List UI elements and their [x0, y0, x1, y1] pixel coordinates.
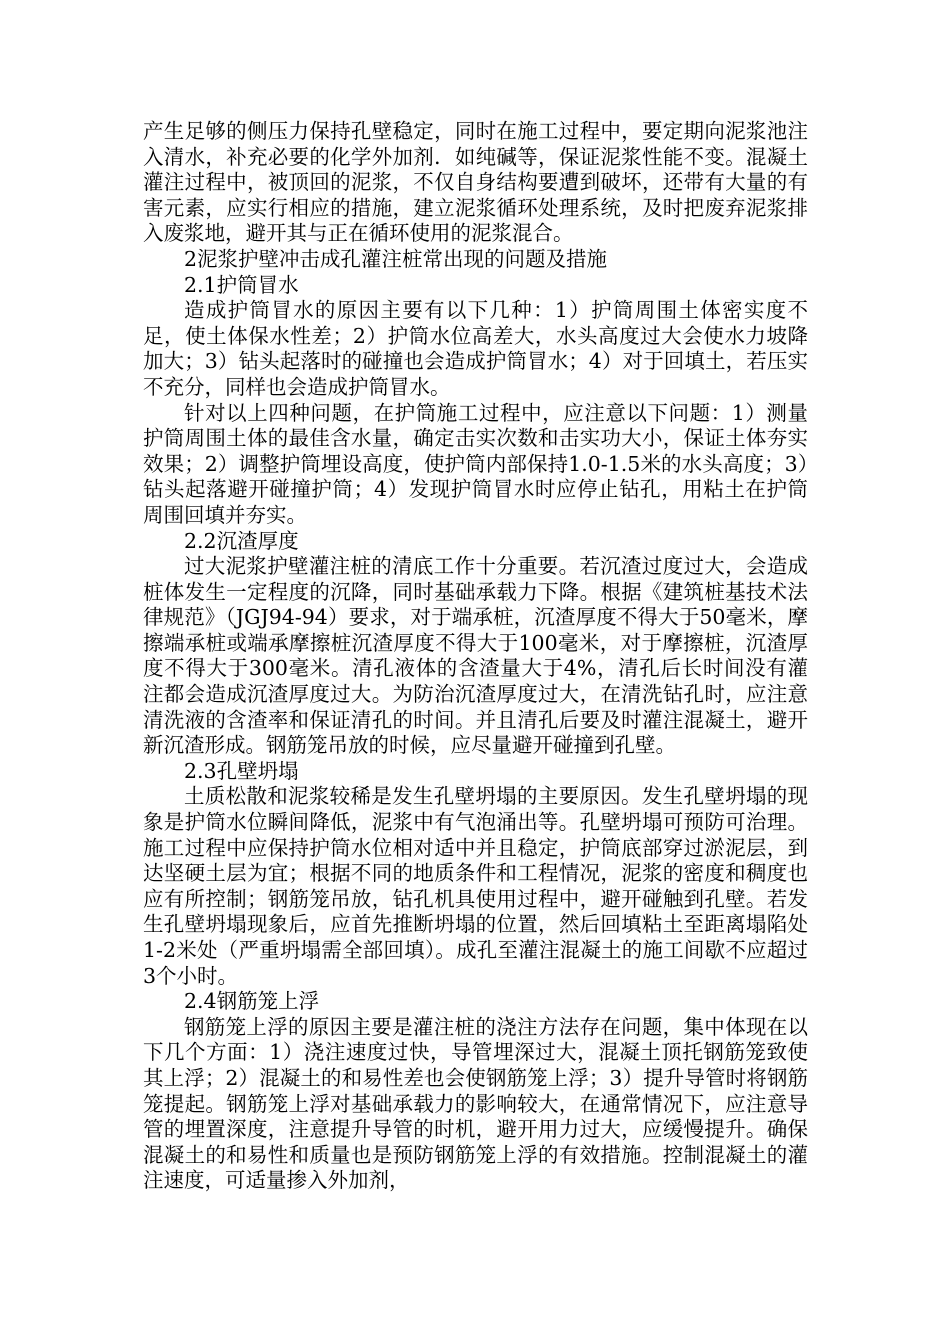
section-heading-2: 2泥浆护壁冲击成孔灌注桩常出现的问题及措施	[184, 246, 608, 271]
section-heading-2-1: 2.1护筒冒水	[184, 272, 299, 297]
paragraph-wall-collapse: 土质松散和泥浆较稀是发生孔壁坍塌的主要原因。发生孔壁坍塌的现象是护筒水位瞬间降低，泥浆中有气泡涌出等。孔壁坍塌可预防可治理。施工过程中应保持护筒水位相对适中并且稳定，护筒底部穿过淤泥层，到达坚硬土层为宜；根据不同的地质条件和工程情况，泥浆的密度和稠度也应有所控制；钢筋笼吊放，钻孔机具使用过程中，避开碰触到孔壁。若发生孔壁坍塌现象后，应首先推断坍塌的位置，然后回填粘土至距离塌陷处1-2米处（严重坍塌需全部回填）。成孔至灌注混凝土的施工间歇不应超过3个小时。	[143, 784, 808, 988]
section-heading-2-4: 2.4钢筋笼上浮	[184, 989, 320, 1014]
section-heading-2-3: 2.3孔壁坍塌	[184, 758, 299, 783]
paragraph-casing-leak-causes: 造成护筒冒水的原因主要有以下几种：1）护筒周围土体密实度不足，使土体保水性差；2）护筒水位高差大，水头高度过大会使水力坡降加大；3）钻头起落时的碰撞也会造成护筒冒水；4）对于回填土，若压实不充分，同样也会造成护筒冒水。	[143, 298, 808, 399]
document-body	[143, 119, 808, 1194]
paragraph-mud-circulation: 产生足够的侧压力保持孔壁稳定，同时在施工过程中，要定期向泥浆池注入清水，补充必要的化学外加剂．如纯碱等，保证泥浆性能不变。混凝土灌注过程中，被顶回的泥浆，不仅自身结构要遭到破坏，还带有大量的有害元素，应实行相应的措施，建立泥浆循环处理系统，及时把废弃泥浆排入废浆地，避开其与正在循环使用的泥浆混合。	[143, 119, 808, 246]
section-heading-2-2: 2.2沉渣厚度	[184, 528, 299, 553]
paragraph-cage-floating: 钢筋笼上浮的原因主要是灌注桩的浇注方法存在问题，集中体现在以下几个方面：1）浇注速度过快，导管埋深过大，混凝土顶托钢筋笼致使其上浮；2）混凝土的和易性差也会使钢筋笼上浮；3）提升导管时将钢筋笼提起。钢筋笼上浮对基础承载力的影响较大，在通常情况下，应注意导管的埋置深度，注意提升导管的时机，避开用力过大，应缓慢提升。确保混凝土的和易性和质量也是预防钢筋笼上浮的有效措施。控制混凝土的灌注速度，可适量掺入外加剂，	[143, 1014, 808, 1193]
paragraph-casing-leak-measures: 针对以上四种问题，在护筒施工过程中，应注意以下问题：1）测量护筒周围土体的最佳含水量，确定击实次数和击实功大小，保证土体夯实效果；2）调整护筒埋设高度，使护筒内部保持1.0-1.5米的水头高度；3）钻头起落避开碰撞护筒；4）发现护筒冒水时应停止钻孔，用粘土在护筒周围回填并夯实。	[143, 400, 808, 527]
paragraph-sediment-thickness: 过大泥浆护壁灌注桩的清底工作十分重要。若沉渣过度过大，会造成桩体发生一定程度的沉降，同时基础承载力下降。根据《建筑桩基技术法律规范》（JGJ94-94）要求，对于端承桩，沉渣厚度不得大于50毫米，摩擦端承桩或端承摩擦桩沉渣厚度不得大于100毫米，对于摩擦桩，沉渣厚度不得大于300毫米。清孔液体的含渣量大于4%，清孔后长时间没有灌注都会造成沉渣厚度过大。为防治沉渣厚度过大，在清洗钻孔时，应注意清洗液的含渣率和保证清孔的时间。并且清孔后要及时灌注混凝土，避开新沉渣形成。钢筋笼吊放的时候，应尽量避开碰撞到孔壁。	[143, 554, 808, 758]
